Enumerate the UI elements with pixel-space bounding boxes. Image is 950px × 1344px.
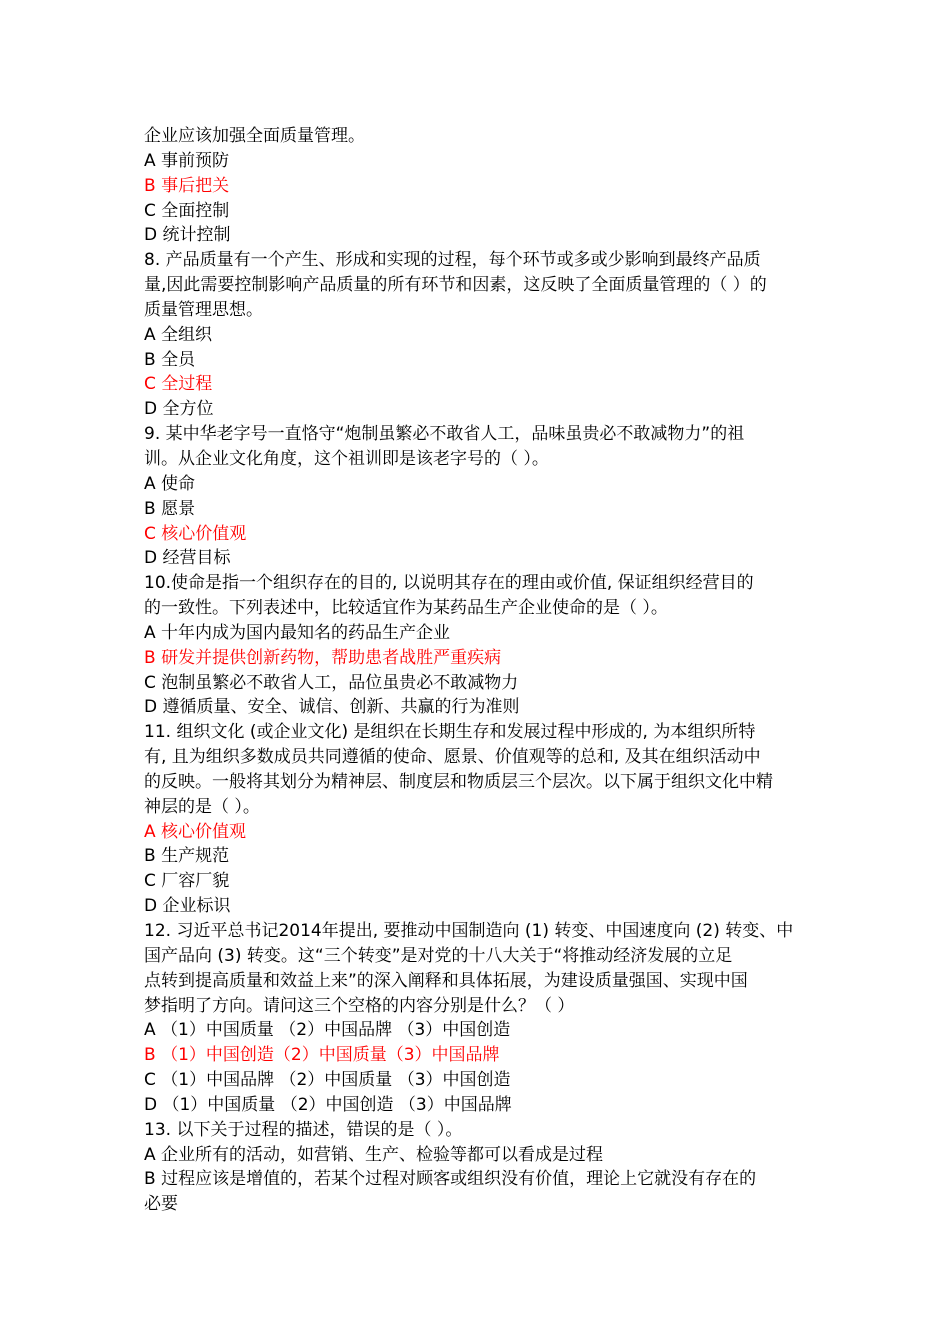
correct-answer-line: B （1）中国创造（2）中国质量（3）中国品牌: [144, 1045, 500, 1066]
text-line: C （1）中国品牌 （2）中国质量 （3）中国创造: [144, 1070, 511, 1091]
text-line: 点转到提高质量和效益上来”的深入阐释和具体拓展，为建设质量强国、实现中国: [144, 970, 748, 991]
text-line: 9. 某中华老字号一直恪守“炮制虽繁必不敢省人工，品味虽贵必不敢减物力”的祖: [144, 424, 745, 445]
text-line: 企业应该加强全面质量管理。: [144, 126, 365, 146]
text-line: 量,因此需要控制影响产品质量的所有环节和因素，这反映了全面质量管理的（ ）的: [144, 275, 767, 296]
correct-answer-line: B 研发并提供创新药物，帮助患者战胜严重疾病: [144, 647, 502, 668]
text-line: 训。从企业文化角度，这个祖训即是该老字号的（ ）。: [144, 448, 549, 469]
text-line: D 全方位: [144, 399, 214, 420]
text-line: 梦指明了方向。请问这三个空格的内容分别是什么？（ ）: [144, 995, 575, 1016]
text-line: A 事前预防: [144, 150, 230, 171]
text-line: 8. 产品质量有一个产生、形成和实现的过程，每个环节或多或少影响到最终产品质: [144, 250, 761, 271]
text-line: D 遵循质量、安全、诚信、创新、共赢的行为准则: [144, 697, 520, 718]
text-line: 11. 组织文化 (或企业文化) 是组织在长期生存和发展过程中形成的, 为本组织所特: [144, 722, 756, 743]
text-line: C 泡制虽繁必不敢省人工，品位虽贵必不敢减物力: [144, 672, 519, 693]
correct-answer-line: B 事后把关: [144, 175, 230, 196]
text-line: B 愿景: [144, 498, 196, 519]
text-line: 10.使命是指一个组织存在的目的, 以说明其存在的理由或价值, 保证组织经营目的: [144, 573, 754, 594]
text-line: D 经营目标: [144, 548, 231, 569]
text-line: B 过程应该是增值的，若某个过程对顾客或组织没有价值，理论上它就没有存在的: [144, 1169, 757, 1190]
text-line: 国产品向 (3) 转变。这“三个转变”是对党的十八大关于“将推动经济发展的立足: [144, 945, 733, 966]
text-line: B 生产规范: [144, 846, 230, 867]
correct-answer-line: C 全过程: [144, 374, 213, 395]
text-line: A （1）中国质量 （2）中国品牌 （3）中国创造: [144, 1020, 511, 1041]
text-line: C 厂容厂貌: [144, 871, 230, 892]
text-line: A 使命: [144, 473, 196, 494]
text-line: D 企业标识: [144, 896, 231, 917]
text-line: 神层的是（ ）。: [144, 796, 260, 817]
text-line: 必要: [144, 1194, 178, 1215]
text-line: 有, 且为组织多数成员共同遵循的使命、愿景、价值观等的总和, 及其在组织活动中: [144, 747, 761, 768]
text-line: 的一致性。下列表述中，比较适宜作为某药品生产企业使命的是（ ）。: [144, 598, 668, 619]
text-line: D （1）中国质量 （2）中国创造 （3）中国品牌: [144, 1094, 512, 1115]
text-line: 质量管理思想。: [144, 299, 263, 320]
text-line: D 统计控制: [144, 225, 231, 246]
text-line: C 全面控制: [144, 200, 230, 221]
text-line: A 全组织: [144, 324, 213, 345]
text-line: A 十年内成为国内最知名的药品生产企业: [144, 622, 451, 643]
text-line: A 企业所有的活动，如营销、生产、检验等都可以看成是过程: [144, 1144, 604, 1165]
correct-answer-line: C 核心价值观: [144, 523, 247, 544]
correct-answer-line: A 核心价值观: [144, 821, 247, 842]
text-line: B 全员: [144, 349, 196, 370]
text-line: 的反映。一般将其划分为精神层、制度层和物质层三个层次。以下属于组织文化中精: [144, 771, 773, 792]
text-line: 12. 习近平总书记2014年提出, 要推动中国制造向 (1) 转变、中国速度向 (2) 转变、中: [144, 921, 794, 941]
document-page: [144, 124, 812, 1217]
text-line: 13. 以下关于过程的描述，错误的是（ ）。: [144, 1119, 463, 1140]
